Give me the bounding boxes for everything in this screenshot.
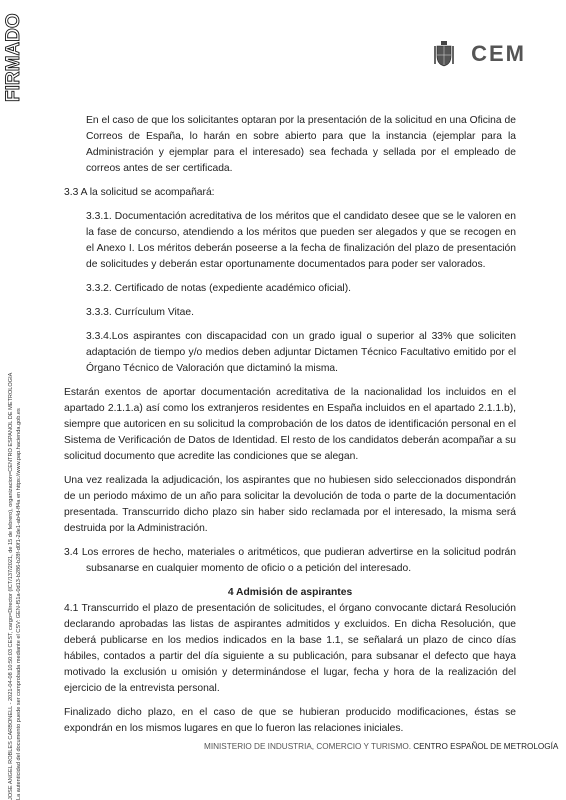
footer-center: CENTRO ESPAÑOL DE METROLOGÍA	[413, 742, 559, 751]
section-3-3-heading: 3.3 A la solicitud se acompañará:	[64, 187, 215, 198]
item-3-3-3: 3.3.3. Currículum Vitae.	[86, 307, 194, 318]
electronic-signature-text	[8, 240, 23, 800]
page-footer	[204, 742, 558, 751]
item-3-3-2: 3.3.2. Certificado de notas (expediente académico oficial).	[86, 283, 352, 294]
cem-logo: CEM	[471, 41, 526, 66]
paragraph-finalizado: Finalizado dicho plazo, en el caso de que se hubieran producido modificaciones, éstas se expondrán en los mismos lugares en que lo fueron las relaciones iniciales.	[64, 707, 516, 734]
spain-coat-of-arms-icon	[433, 40, 455, 68]
item-3-3-1: 3.3.1. Documentación acreditativa de los méritos que el candidato desee que se le valoren en la fase de concurso, atendiendo a los méritos que pueden ser alegados y que se recogen en el Anexo I. Los méritos deberán poseerse a la fecha de finalización del plazo de presentación de solicitudes y deberán estar oportunamente documentados para poder ser valorados.	[86, 211, 516, 270]
item-4-1: 4.1 Transcurrido el plazo de presentación de solicitudes, el órgano convocante dictará Resolución declarando aprobadas las listas de aspirantes admitidos y excluidos. En dicha Resolución, que deberá publicarse en los medios indicados en la base 1.1, se señalará un plazo de cinco días hábiles, contados a partir del día siguiente a su publicación, para subsanar el defecto que haya motivado la exclusión u omisión y determinándose el lugar, fecha y hora de la realización del ejercicio de la entrevista personal.	[64, 603, 516, 694]
firmado-stamp-text: FIRMADO	[3, 13, 24, 102]
paragraph-adjudicacion: Una vez realizada la adjudicación, los aspirantes que no hubiesen sido seleccionados dispondrán de un periodo máximo de un año para solicitar la devolución de toda o parte de la documentación presentada. Transcurrido dicho plazo sin haber sido reclamada por el interesado, la misma será destruida por la Administración.	[64, 475, 516, 534]
section-4-heading: 4 Admisión de aspirantes	[227, 587, 353, 598]
item-3-4: 3.4 Los errores de hecho, materiales o aritméticos, que pudieran advertirse en la solicitud podrán subsanarse en cualquier momento de oficio o a petición del interesado.	[64, 547, 516, 574]
firmado-stamp	[2, 4, 24, 104]
signature-line: JOSE ANGEL ROBLES CARBONELL - 2021-04-08 10:50:03 CEST, cargo=Director (ICT/137/2021, de 15 de febrero), organizacion=CENTRO ESPAÑOL DE METROLOGÍA	[8, 372, 14, 800]
paragraph-correos: En el caso de que los solicitantes optaran por la presentación de la solicitud en una Oficina de Correos de España, lo harán en sobre abierto para que la instancia (ejemplar para la Administración y ejemplar para el interesado) sea fechada y sellada por el empleado de correos antes de ser certificada.	[86, 115, 516, 174]
item-3-3-4: 3.3.4.Los aspirantes con discapacidad con un grado igual o superior al 33% que soliciten adaptación de tiempo y/o medios deben adjuntar Dictamen Técnico Facultativo emitido por el Órgano Técnico de Valoración que dictaminó la misma.	[86, 331, 516, 374]
paragraph-exentos: Estarán exentos de aportar documentación acreditativa de la nacionalidad los incluidos en el apartado 2.1.1.a) así como los extranjeros residentes en España incluidos en el apartado 2.1.1.b), siempre que autoricen en su solicitud la comprobación de los datos de identificación personal en el Sistema de Verificación de Datos de Identidad. El resto de los candidatos deberán acompañar a su solicitud documento que acredite las condiciones que se alegan.	[64, 387, 516, 462]
csv-verification-line: La autenticidad del documento puede ser comprobada mediante el CSV: GEN-f51a-0d13-b286-b28f-d0f1-2de1-ab4d-ff4a en https://www.pap.hacienda.gob.es	[15, 408, 22, 800]
document-body	[64, 113, 516, 745]
footer-ministry: MINISTERIO DE INDUSTRIA, COMERCIO Y TURISMO.	[204, 742, 411, 751]
header-logos	[433, 40, 526, 68]
